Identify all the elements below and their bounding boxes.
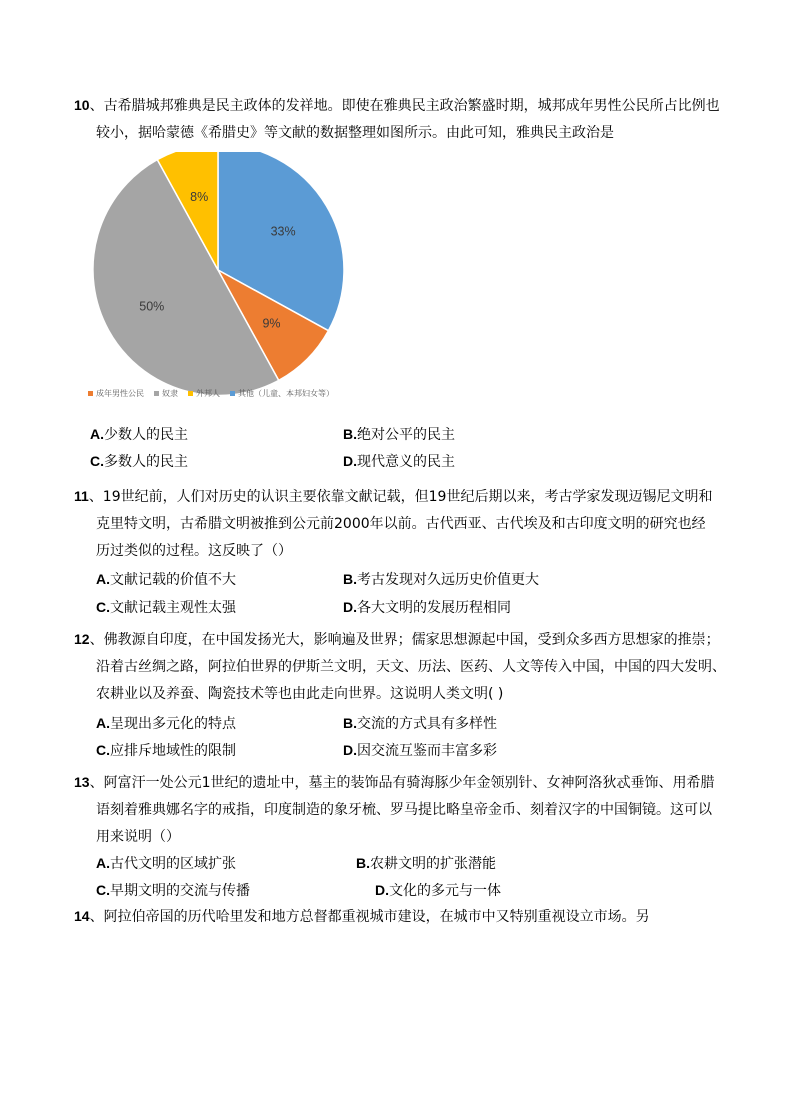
question-11-line-2: 克里特文明，古希腊文明被推到公元前2000年以前。古代西亚、古代埃及和古印度文明的研究也经 [96, 516, 706, 532]
option-text: 各大文明的发展历程相同 [357, 600, 511, 616]
question-12 [74, 626, 724, 708]
q11-option-d[interactable] [343, 597, 511, 617]
q10-option-b[interactable] [343, 424, 455, 444]
q10-option-a[interactable] [90, 424, 188, 444]
question-number: 11 [74, 488, 89, 504]
option-text: 文献记载的价值不大 [110, 572, 236, 588]
question-11 [74, 483, 724, 565]
q10-option-c[interactable] [90, 451, 188, 471]
option-label: A. [90, 426, 104, 442]
question-12-line-3: 农耕业以及养蚕、陶瓷技术等也由此走向世界。这说明人类文明( ) [96, 686, 504, 702]
pie-slice-label: 8% [190, 189, 209, 204]
legend-label: 其他（儿童、本邦妇女等） [238, 389, 334, 398]
option-label: A. [96, 571, 110, 587]
q12-option-c[interactable] [96, 740, 236, 760]
option-label: A. [96, 715, 110, 731]
question-13 [74, 769, 724, 851]
option-text: 多数人的民主 [104, 454, 188, 470]
legend-label: 奴隶 [162, 389, 178, 398]
option-label: D. [343, 453, 357, 469]
option-label: D. [375, 882, 389, 898]
question-13-line-2: 语刻着雅典娜名字的戒指，印度制造的象牙梳、罗马提比略皇帝金币、刻着汉字的中国铜镜。这可以 [96, 802, 712, 818]
option-label: C. [96, 882, 110, 898]
question-13-line-3: 用来说明（） [96, 829, 180, 845]
question-14 [74, 903, 724, 931]
option-text: 农耕文明的扩张潜能 [370, 856, 496, 872]
option-text: 考古发现对久远历史价值更大 [357, 572, 539, 588]
q11-option-a[interactable] [96, 569, 236, 589]
q13-option-b[interactable] [356, 853, 496, 873]
question-number: 14 [74, 908, 90, 924]
question-number: 13 [74, 774, 90, 790]
option-text: 现代意义的民主 [357, 454, 455, 470]
legend-swatch [88, 391, 93, 396]
q11-option-b[interactable] [343, 569, 539, 589]
q13-option-c[interactable] [96, 880, 250, 900]
q12-option-d[interactable] [343, 740, 497, 760]
option-text: 应排斥地域性的限制 [110, 743, 236, 759]
question-number: 10 [74, 97, 90, 113]
question-text: 、阿富汗一处公元1世纪的遗址中，墓主的装饰品有骑海豚少年金领别针、女神阿洛狄忒垂饰、用希腊 [89, 775, 715, 791]
legend-swatch [188, 391, 193, 396]
legend-label: 外邦人 [196, 389, 220, 398]
question-11-line-1 [74, 483, 724, 511]
option-text: 交流的方式具有多样性 [357, 716, 497, 732]
legend-swatch [230, 391, 235, 396]
option-text: 少数人的民主 [104, 427, 188, 443]
legend-swatch [154, 391, 159, 396]
option-text: 文化的多元与一体 [389, 883, 501, 899]
pie-chart [84, 152, 384, 412]
question-text: 、佛教源自印度，在中国发扬光大，影响遍及世界；儒家思想源起中国，受到众多西方思想家的推崇； [89, 632, 720, 648]
option-label: B. [356, 855, 370, 871]
question-12-line-1 [74, 626, 724, 654]
question-14-line-1 [74, 903, 724, 931]
pie-slice-label: 33% [270, 224, 296, 239]
option-label: C. [96, 742, 110, 758]
q13-option-d[interactable] [375, 880, 501, 900]
q12-option-b[interactable] [343, 713, 497, 733]
option-text: 因交流互鉴而丰富多彩 [357, 743, 497, 759]
option-label: B. [343, 571, 357, 587]
question-10-line-2: 较小，据哈蒙德《希腊史》等文献的数据整理如图所示。由此可知，雅典民主政治是 [96, 125, 614, 141]
q11-option-c[interactable] [96, 597, 236, 617]
option-text: 绝对公平的民主 [357, 427, 455, 443]
q13-option-a[interactable] [96, 853, 236, 873]
option-label: B. [343, 715, 357, 731]
option-label: D. [343, 599, 357, 615]
question-11-line-3: 历过类似的过程。这反映了（） [96, 543, 292, 559]
question-text: 、19世纪前，人们对历史的认识主要依靠文献记载，但19世纪后期以来，考古学家发现迈锡尼文明和 [88, 489, 713, 505]
pie-slice-label: 50% [139, 299, 165, 314]
option-label: B. [343, 426, 357, 442]
question-10-line-1 [74, 92, 724, 120]
option-label: C. [96, 599, 110, 615]
question-text: 、古希腊城邦雅典是民主政体的发祥地。即使在雅典民主政治繁盛时期，城邦成年男性公民所占比例也 [89, 98, 720, 114]
option-text: 古代文明的区域扩张 [110, 856, 236, 872]
question-text: 、阿拉伯帝国的历代哈里发和地方总督都重视城市建设，在城市中又特别重视设立市场。另 [89, 909, 650, 925]
q12-option-a[interactable] [96, 713, 236, 733]
question-10 [74, 92, 724, 147]
option-label: C. [90, 453, 104, 469]
option-label: D. [343, 742, 357, 758]
q10-option-d[interactable] [343, 451, 455, 471]
question-13-line-1 [74, 769, 724, 797]
option-text: 呈现出多元化的特点 [110, 716, 236, 732]
option-text: 早期文明的交流与传播 [110, 883, 250, 899]
option-text: 文献记载主观性太强 [110, 600, 236, 616]
question-12-line-2: 沿着古丝绸之路，阿拉伯世界的伊斯兰文明，天文、历法、医药、人文等传入中国，中国的四大发明、 [96, 659, 726, 675]
question-number: 12 [74, 631, 90, 647]
legend-label: 成年男性公民 [96, 389, 144, 398]
option-label: A. [96, 855, 110, 871]
pie-slice-label: 9% [262, 316, 281, 331]
